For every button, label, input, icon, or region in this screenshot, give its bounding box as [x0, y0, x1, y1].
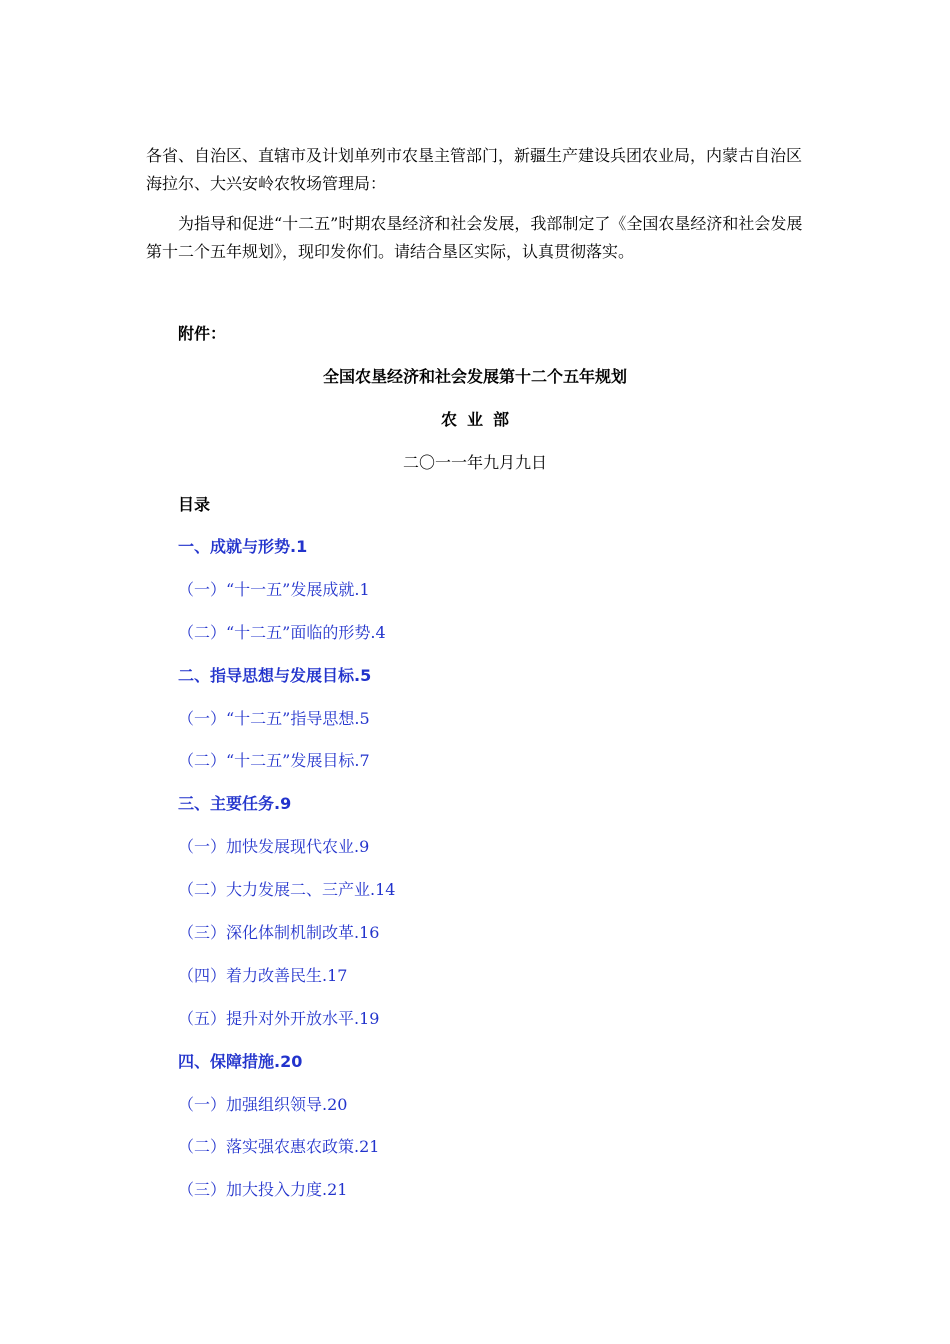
toc-item-4-2 [178, 1136, 395, 1179]
toc-link-2-2[interactable]: （二）“十二五”发展目标.7 [178, 751, 370, 771]
toc-link-section-1[interactable]: 一、成就与形势.1 [178, 537, 308, 556]
table-of-contents [178, 536, 395, 1222]
document-issuer: 农业部 [440, 410, 519, 429]
toc-item-section-2 [178, 665, 395, 708]
toc-item-3-1 [178, 836, 395, 879]
toc-link-3-5[interactable]: （五）提升对外开放水平.19 [178, 1008, 380, 1028]
toc-item-2-2 [178, 750, 395, 793]
toc-link-section-3[interactable]: 三、主要任务.9 [178, 794, 292, 814]
toc-link-section-2[interactable]: 二、指导思想与发展目标.5 [178, 665, 372, 685]
toc-heading: 目录 [178, 495, 211, 514]
toc-link-3-4[interactable]: （四）着力改善民生.17 [178, 965, 348, 985]
toc-item-2-1 [178, 708, 395, 751]
toc-item-3-4 [178, 965, 395, 1008]
toc-item-3-3 [178, 922, 395, 965]
document-title: 全国农垦经济和社会发展第十二个五年规划 [322, 367, 627, 386]
toc-link-3-2[interactable]: （二）大力发展二、三产业.14 [178, 880, 396, 900]
toc-link-4-1[interactable]: （一）加强组织领导.20 [178, 1094, 348, 1114]
toc-link-4-3[interactable]: （三）加大投入力度.21 [178, 1180, 348, 1200]
toc-link-1-1[interactable]: （一）“十一五”发展成就.1 [178, 579, 370, 599]
toc-item-3-2 [178, 879, 395, 922]
toc-item-4-3 [178, 1179, 395, 1222]
salutation-paragraph: 各省、自治区、直辖市及计划单列市农垦主管部门，新疆生产建设兵团农业局，内蒙古自治区海拉尔、大兴安岭农牧场管理局： [146, 146, 803, 193]
toc-item-section-3 [178, 793, 395, 836]
toc-item-1-2 [178, 622, 395, 665]
document-date: 二〇一一年九月九日 [402, 453, 547, 472]
attachment-label: 附件： [178, 324, 227, 343]
toc-item-3-5 [178, 1008, 395, 1051]
toc-item-section-1 [178, 536, 395, 579]
body-paragraph: 为指导和促进“十二五”时期农垦经济和社会发展，我部制定了《全国农垦经济和社会发展第十二个五年规划》，现印发你们。请结合垦区实际，认真贯彻落实。 [146, 214, 803, 261]
toc-link-4-2[interactable]: （二）落实强农惠农政策.21 [178, 1137, 380, 1157]
toc-link-3-3[interactable]: （三）深化体制机制改革.16 [178, 923, 380, 943]
toc-link-3-1[interactable]: （一）加快发展现代农业.9 [178, 837, 370, 857]
toc-link-2-1[interactable]: （一）“十二五”指导思想.5 [178, 708, 370, 728]
toc-item-section-4 [178, 1051, 395, 1094]
toc-link-section-4[interactable]: 四、保障措施.20 [178, 1051, 303, 1071]
toc-item-4-1 [178, 1094, 395, 1137]
toc-link-1-2[interactable]: （二）“十二五”面临的形势.4 [178, 622, 386, 642]
toc-item-1-1 [178, 579, 395, 622]
